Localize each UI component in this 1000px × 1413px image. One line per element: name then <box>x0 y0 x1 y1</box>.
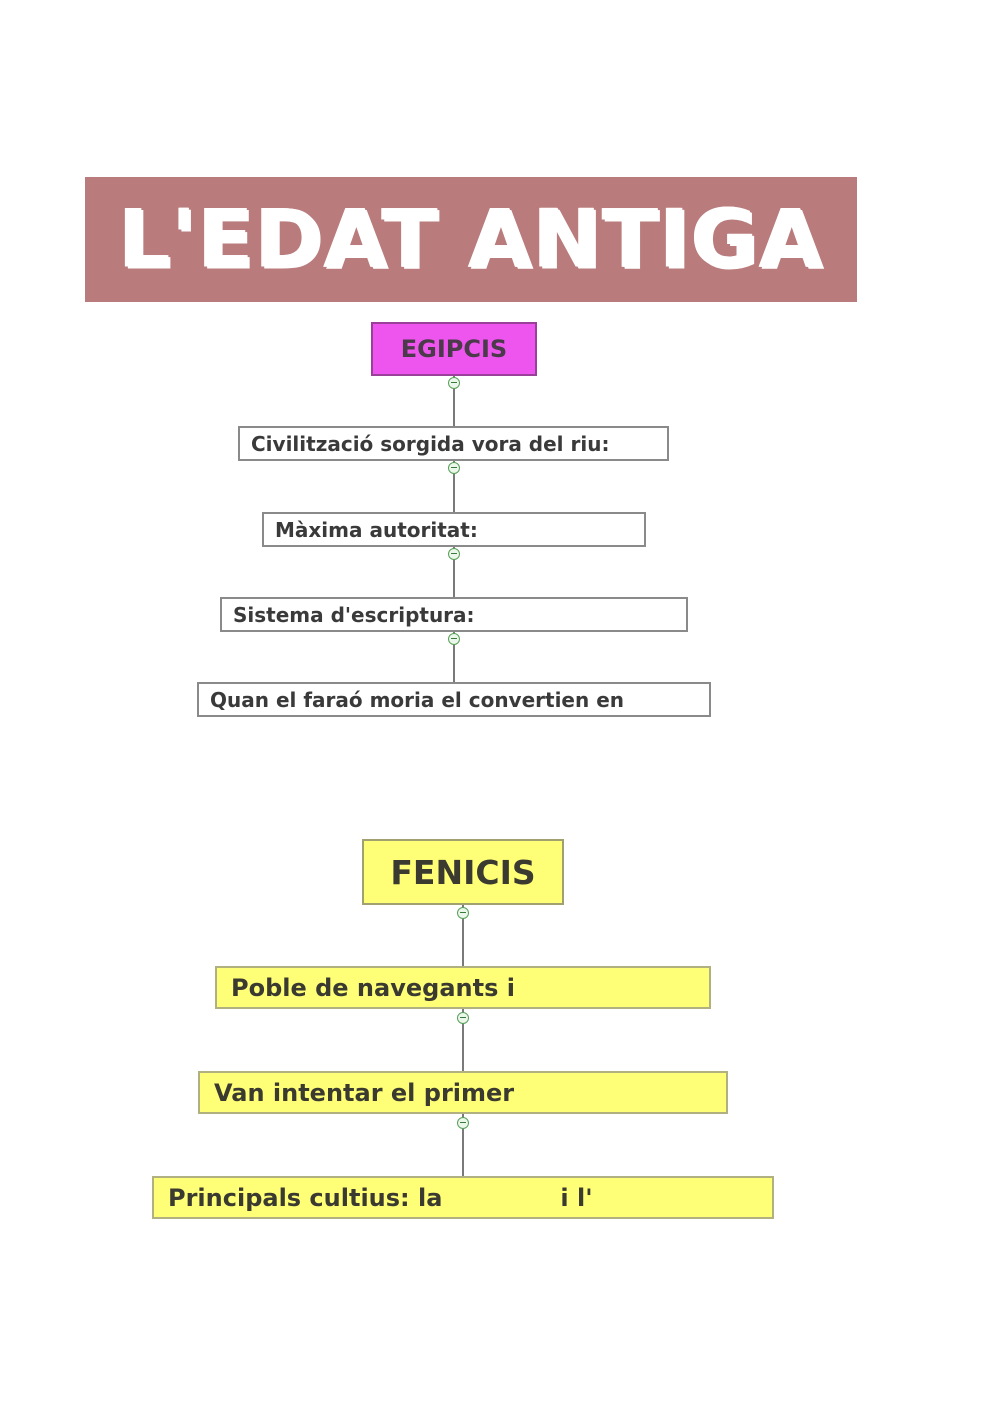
egipcis-item-label: Civilització sorgida vora del riu: <box>251 431 610 456</box>
egipcis-item-label: Màxima autoritat: <box>275 517 478 542</box>
fenicis-cults-suffix: i l' <box>560 1183 593 1212</box>
fenicis-heading-label: FENICIS <box>390 852 536 892</box>
egipcis-heading-label: EGIPCIS <box>400 335 508 363</box>
egipcis-item-label: Quan el faraó moria el convertien en <box>210 687 625 712</box>
collapse-toggle-icon[interactable] <box>448 633 460 645</box>
collapse-toggle-icon[interactable] <box>457 907 469 919</box>
fenicis-item-navigators[interactable] <box>215 966 711 1009</box>
fenicis-item-first[interactable] <box>198 1071 728 1114</box>
collapse-toggle-icon[interactable] <box>448 462 460 474</box>
egipcis-item-label: Sistema d'escriptura: <box>233 602 475 627</box>
collapse-toggle-icon[interactable] <box>448 377 460 389</box>
collapse-toggle-icon[interactable] <box>448 548 460 560</box>
fenicis-item-label: Poble de navegants i <box>231 973 515 1002</box>
title-banner <box>85 177 857 302</box>
fenicis-item-cults[interactable] <box>152 1176 774 1219</box>
collapse-toggle-icon[interactable] <box>457 1117 469 1129</box>
egipcis-item-pharaoh[interactable] <box>197 682 711 717</box>
fenicis-heading[interactable] <box>362 839 564 905</box>
page-title: L'EDAT ANTIGA <box>118 192 824 287</box>
collapse-toggle-icon[interactable] <box>457 1012 469 1024</box>
egipcis-item-river[interactable] <box>238 426 669 461</box>
egipcis-heading[interactable] <box>371 322 537 376</box>
egipcis-item-writing[interactable] <box>220 597 688 632</box>
fenicis-cults-label: Principals cultius: la <box>168 1183 443 1212</box>
fenicis-item-label: Van intentar el primer <box>214 1078 515 1107</box>
egipcis-item-authority[interactable] <box>262 512 646 547</box>
